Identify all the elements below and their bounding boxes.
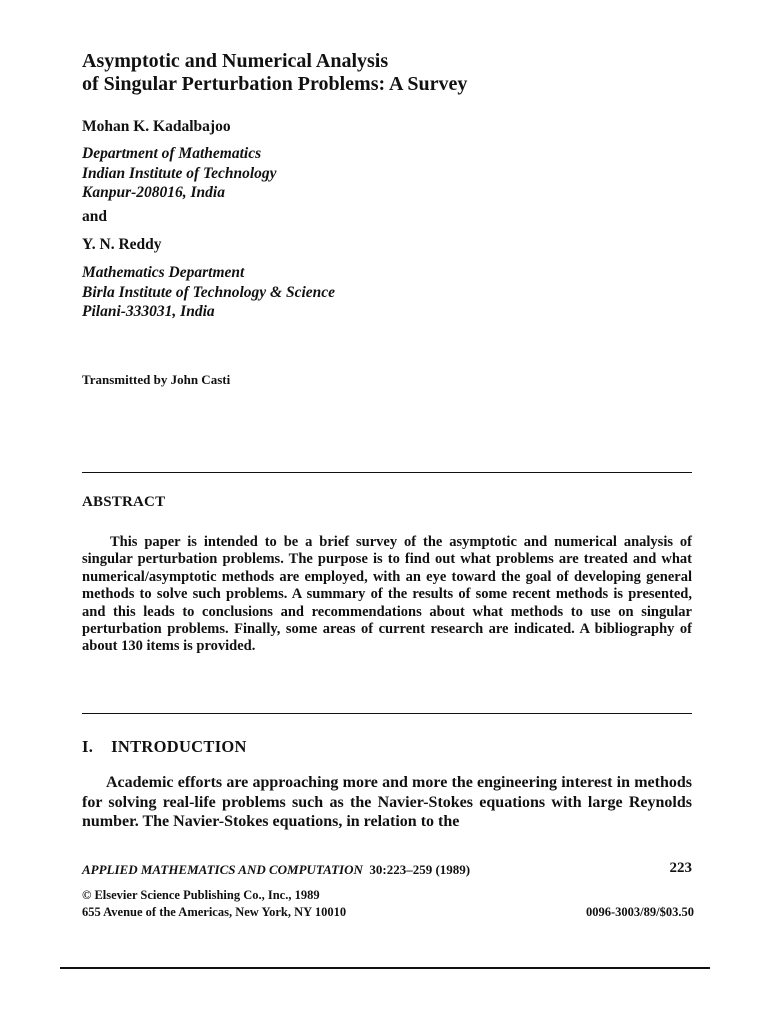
affiliation-line: Indian Institute of Technology [82, 164, 277, 182]
section-number: I. [82, 737, 94, 756]
footer-issn-code: 0096-3003/89/$03.50 [586, 905, 694, 919]
section-heading [82, 737, 247, 757]
transmitted-by: Transmitted by John Casti [82, 372, 231, 387]
divider-rule [82, 713, 692, 714]
author-1-affiliation [82, 144, 277, 203]
author-2-affiliation [82, 263, 335, 322]
author-1-name: Mohan K. Kadalbajoo [82, 118, 231, 135]
introduction-text: Academic efforts are approaching more and more the engineering interest in methods for solving real-life problems such as the Navier-Stokes equations with large Reynolds number. The Navier-Stokes equations, in relation to the [82, 774, 692, 830]
affiliation-line: Pilani-333031, India [82, 303, 215, 320]
footer-address: 655 Avenue of the Americas, New York, NY 10010 [82, 905, 347, 919]
bottom-rule [60, 967, 710, 969]
affiliation-line: Department of Mathematics [82, 145, 262, 162]
affiliation-line: Birla Institute of Technology & Science [82, 283, 336, 301]
journal-name: APPLIED MATHEMATICS AND COMPUTATION [82, 862, 363, 877]
section-title: INTRODUCTION [111, 737, 247, 756]
divider-rule [82, 472, 692, 473]
affiliation-line: Mathematics Department [82, 264, 245, 281]
abstract-heading: ABSTRACT [82, 494, 166, 510]
footer-copyright: © Elsevier Science Publishing Co., Inc., 1989 [82, 888, 320, 902]
paper-title [82, 50, 702, 96]
author-2-name: Y. N. Reddy [82, 236, 162, 253]
abstract-text: This paper is intended to be a brief survey of the asymptotic and numerical analysis of singular perturbation problems. The purpose is to find out what problems are treated and what numerical/asymptotic methods are employed, with an eye toward the goal of developing general methods to solve such problems. A summary of the results of some recent methods is presented, and this leads to conclusions and recommendations about what methods to use on singular perturbation problems. Finally, some areas of current research are indicated. A bibliography of about 130 items is provided. [82, 534, 692, 655]
footer-journal-line [82, 862, 470, 878]
title-line-1: Asymptotic and Numerical Analysis [82, 50, 389, 72]
journal-citation: 30:223–259 (1989) [369, 862, 471, 877]
conjunction-and: and [82, 208, 107, 225]
title-line-2: of Singular Perturbation Problems: A Survey [82, 73, 468, 95]
page-number: 223 [669, 860, 692, 876]
affiliation-line: Kanpur-208016, India [82, 184, 225, 201]
